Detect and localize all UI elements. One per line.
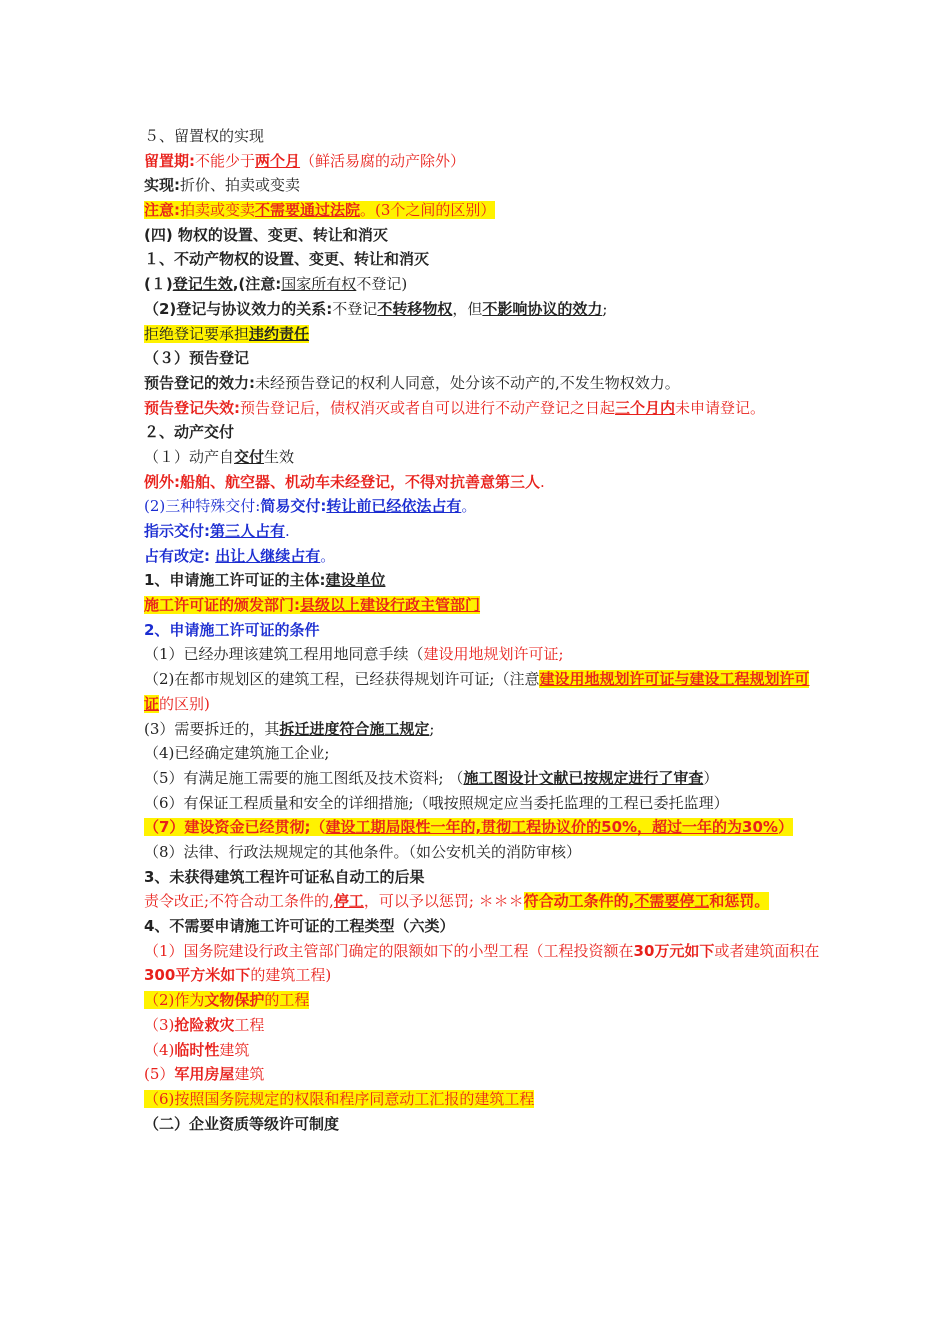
text-run: 2、申请施工许可证的条件	[144, 620, 320, 639]
text-run: 工程	[234, 1015, 265, 1034]
text-run: 的工程	[264, 991, 310, 1010]
text-run: 。	[320, 546, 336, 565]
text-run: (2)三种特殊交付:	[144, 497, 261, 516]
text-run: 预告登记失效:	[144, 398, 240, 417]
text-run: .	[540, 472, 545, 491]
text-run: 责令改正;不符合动工条件的,	[144, 892, 334, 911]
text-line	[144, 618, 824, 643]
text-line	[144, 519, 824, 544]
text-line	[144, 371, 824, 396]
text-line	[144, 889, 824, 914]
text-run: 不需要停工	[634, 892, 710, 911]
text-run: 或者建筑面积在	[714, 941, 820, 960]
text-line	[144, 420, 824, 445]
text-run: 不影响协议的效力	[482, 299, 603, 318]
text-run: 拒绝登记要承担	[144, 324, 250, 343]
text-line	[144, 840, 824, 865]
text-run: １、不动产物权的设置、变更、转让和消灭	[144, 250, 430, 269]
text-line	[144, 470, 824, 495]
text-run: 建设单位	[325, 571, 386, 590]
text-run: 预告登记的效力:	[144, 373, 255, 392]
text-line	[144, 322, 824, 347]
text-run: （4)	[144, 1040, 175, 1059]
text-run: (四) 物权的设置、变更、转让和消灭	[144, 225, 388, 244]
text-run: （1）国务院建设行政主管部门确定的限额如下的小型工程（工程投资额在	[144, 941, 634, 960]
text-run: 拍卖或变卖	[180, 201, 256, 220]
text-run: ５、留置权的实现	[144, 127, 265, 145]
text-run: 和惩罚。	[709, 892, 770, 911]
text-run: 符合动工条件的,	[523, 892, 635, 911]
text-run: 施工图设计文献已按规定进行了审查	[463, 768, 704, 787]
text-line	[144, 1112, 824, 1137]
text-line	[144, 1038, 824, 1063]
text-line	[144, 223, 824, 248]
text-line	[144, 865, 824, 890]
text-run: 第三人占有	[210, 522, 286, 541]
text-run: （2)在都市规划区的建筑工程，已经获得规划许可证;（注意	[144, 670, 540, 689]
text-run: 两个月	[255, 151, 301, 170]
text-line	[144, 717, 824, 742]
text-line	[144, 346, 824, 371]
text-run: ;	[602, 299, 608, 318]
text-run: （鲜活易腐的动产除外）	[300, 151, 466, 170]
text-run: 预告登记后，债权消灭或者自可以进行不动产登记之日起	[240, 398, 616, 417]
text-run: （8）法律、行政法规规定的其他条件。（如公安机关的消防审核）	[144, 843, 582, 861]
text-run: (１)	[144, 275, 173, 294]
text-run: ，但	[452, 299, 483, 318]
text-run: (5）	[144, 1065, 175, 1084]
text-line	[144, 914, 824, 939]
text-line	[144, 445, 824, 470]
text-run: 留置期:	[144, 151, 195, 170]
text-line	[144, 494, 824, 519]
text-run: 不转移物权	[377, 299, 453, 318]
text-run: 指示交付:	[144, 522, 210, 541]
text-line	[144, 1062, 824, 1087]
text-run: 300平方米如下	[144, 966, 251, 985]
text-run: 军用房屋	[174, 1065, 235, 1084]
text-line	[144, 766, 824, 791]
text-run: .	[285, 522, 290, 541]
text-line	[144, 1087, 824, 1112]
text-run: 。	[461, 497, 477, 516]
text-run: （7）建设资金已经贯彻;（	[144, 818, 326, 837]
text-line	[144, 173, 824, 198]
text-run: 建筑	[219, 1040, 250, 1059]
text-run: 未申请登记。	[675, 398, 766, 417]
text-run: 停工	[333, 892, 364, 911]
text-line	[144, 297, 824, 322]
text-run: 不登记	[332, 299, 378, 318]
document-body	[144, 124, 824, 1136]
text-run: （1）已经办理该建筑工程用地同意手续（	[144, 645, 424, 664]
text-run: 折价、拍卖或变卖	[180, 176, 301, 195]
text-run: 三个月内	[615, 398, 676, 417]
text-run: 4、不需要申请施工许可证的工程类型（六类）	[144, 917, 455, 936]
text-run: 抢险救灾	[174, 1015, 235, 1034]
text-run: 实现:	[144, 176, 180, 195]
text-run: 出让人继续占有	[215, 546, 321, 565]
text-run: （二）企业资质等级许可制度	[144, 1114, 340, 1133]
text-run: （5）有满足施工需要的施工图纸及技术资料; （	[144, 768, 464, 787]
text-run: 施工许可证的颁发部门:	[144, 596, 300, 615]
text-run: 临时性	[174, 1040, 220, 1059]
text-run: ，可以予以惩罚; ＊＊＊	[363, 892, 524, 911]
text-run: 。(3个之间的区别）	[360, 201, 496, 220]
text-run: 占有改定:	[144, 546, 216, 565]
text-run: 3、未获得建筑工程许可证私自动工的后果	[144, 867, 425, 886]
text-line	[144, 198, 824, 223]
text-run: 30万元如下	[633, 941, 715, 960]
text-run: （6)按照国务院规定的权限和程序同意动工汇报的建筑工程	[144, 1089, 535, 1108]
text-run: （2)登记与协议效力的关系:	[144, 299, 333, 318]
text-run: 建设工期局限性一年的,贯彻工程协议价的50%，超过一年的为30%	[325, 818, 778, 837]
text-line	[144, 1013, 824, 1038]
text-run: 建设用地规划许可证;	[423, 645, 564, 664]
text-run: 县级以上建设行政主管部门	[300, 596, 481, 615]
text-run: 拆迁进度符合施工规定	[279, 719, 430, 738]
text-run: （３）预告登记	[144, 349, 250, 368]
text-line	[144, 667, 824, 716]
text-run: ）	[703, 768, 719, 787]
text-run: 不登记)	[356, 275, 408, 294]
text-run: 的建筑工程)	[250, 966, 332, 985]
text-run: （6）有保证工程质量和安全的详细措施;（哦按照规定应当委托监理的工程已委托监理）	[144, 793, 729, 812]
text-line	[144, 544, 824, 569]
text-line	[144, 939, 824, 988]
text-run: 登记生效	[172, 275, 233, 294]
text-run: 国家所有权	[281, 275, 357, 294]
text-run: 的区别)	[159, 694, 210, 713]
text-run: ）	[777, 818, 793, 837]
text-run: （2)作为	[144, 991, 205, 1010]
text-line	[144, 149, 824, 174]
text-run: (3）需要拆迁的，其	[144, 719, 280, 738]
text-run: 文物保护	[204, 991, 265, 1010]
text-run: ;	[429, 719, 435, 738]
text-run: 建设用地规划许可证与建设工程规划许可证	[144, 670, 810, 713]
text-run: （3)	[144, 1015, 175, 1034]
text-run: 生效	[264, 447, 295, 466]
text-line	[144, 741, 824, 766]
text-run: 转让前已经依法占有	[326, 497, 462, 516]
text-line	[144, 247, 824, 272]
text-line	[144, 593, 824, 618]
text-line	[144, 791, 824, 816]
text-run: 未经预告登记的权利人同意，处分该不动产的,不发生物权效力。	[255, 373, 680, 392]
text-run: 不能少于	[195, 151, 256, 170]
text-run: 例外:船舶、航空器、机动车未经登记，不得对抗善意第三人	[144, 472, 541, 491]
text-run: （１）动产自	[144, 447, 235, 466]
text-line	[144, 642, 824, 667]
text-run: ２、动产交付	[144, 423, 235, 442]
text-run: 不需要通过法院	[255, 201, 361, 220]
text-line	[144, 988, 824, 1013]
text-line	[144, 272, 824, 297]
text-run: ,(注意:	[232, 275, 282, 294]
text-run: 违约责任	[249, 324, 310, 343]
text-line	[144, 815, 824, 840]
text-line	[144, 396, 824, 421]
text-run: 交付	[234, 447, 265, 466]
text-line	[144, 124, 824, 149]
text-line	[144, 568, 824, 593]
text-run: 注意:	[144, 201, 180, 220]
text-run: 简易交付:	[260, 497, 327, 516]
text-run: （4)已经确定建筑施工企业;	[144, 744, 330, 763]
text-run: 建筑	[234, 1065, 265, 1084]
text-run: 1、申请施工许可证的主体:	[144, 571, 326, 590]
